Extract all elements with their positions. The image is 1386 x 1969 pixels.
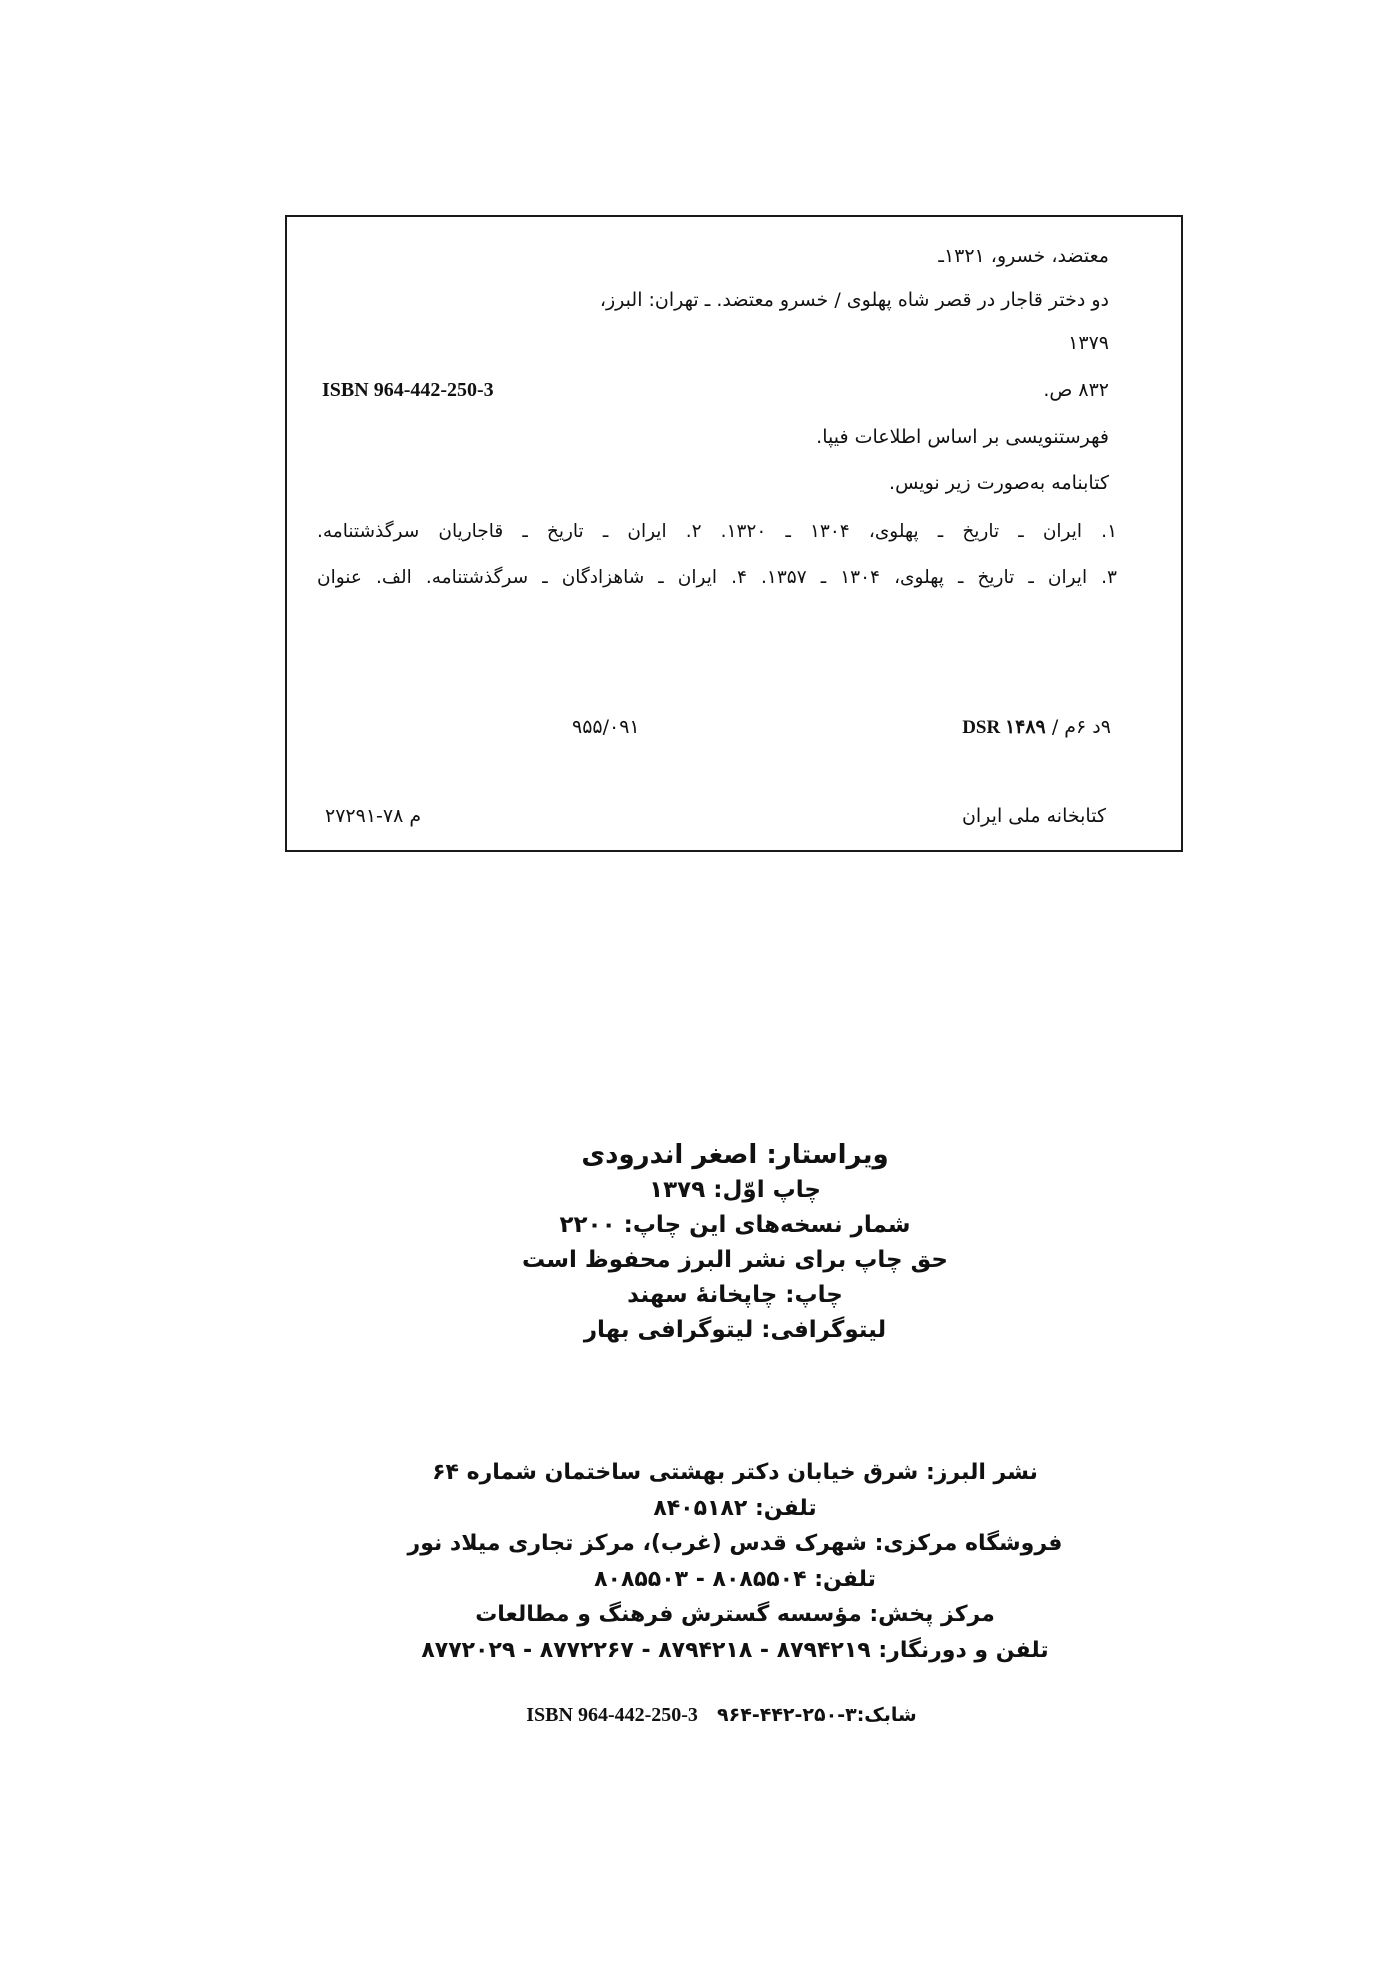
cip-library-number: م ۷۸-۲۷۲۹۱ [325, 805, 422, 827]
credits-block [0, 1138, 1386, 1348]
publisher-tel-fax: تلفن و دورنگار: ۸۷۹۴۲۱۹ - ۸۷۹۴۲۱۸ - ۸۷۷۲۲۶۷ - ۸۷۷۲۰۲۹ [421, 1637, 1049, 1663]
publisher-distribution: مرکز پخش: مؤسسه گسترش فرهنگ و مطالعات [475, 1602, 995, 1627]
shabak-number: شابک:۳-۲۵۰-۴۴۲-۹۶۴ [717, 1704, 917, 1726]
cip-title-line: دو دختر قاجار در قصر شاه پهلوی / خسرو معتضد. ـ تهران: البرز، [599, 289, 1109, 311]
isbn-line [0, 1704, 1386, 1727]
cip-catalog-box [285, 215, 1183, 852]
cip-subjects-line-1: ۱. ایران ـ تاریخ ـ پهلوی، ۱۳۰۴ ـ ۱۳۲۰. ۲. ایران ـ تاریخ ـ قاجاریان سرگذشتنامه. [317, 521, 1117, 542]
isbn-number: ISBN 964-442-250-3 [526, 1704, 698, 1726]
cip-classification-dewey: ۹۵۵/۰۹۱ [572, 716, 640, 738]
cip-note-fipa: فهرستنویسی بر اساس اطلاعات فیپا. [816, 426, 1109, 448]
cip-subjects-line-2: ۳. ایران ـ تاریخ ـ پهلوی، ۱۳۰۴ ـ ۱۳۵۷. ۴. ایران ـ شاهزادگان ـ سرگذشتنامه. الف. عنوان [317, 567, 1117, 588]
cip-author-line: معتضد، خسرو، ۱۳۲۱ـ [938, 245, 1109, 267]
credits-copyright: حق چاپ برای نشر البرز محفوظ است [522, 1247, 948, 1273]
cip-note-bibliography: کتابنامه به‌صورت زیر نویس. [889, 472, 1109, 494]
publisher-address: نشر البرز: شرق خیابان دکتر بهشتی ساختمان شماره ۶۴ [432, 1460, 1038, 1485]
publisher-info-block [0, 1455, 1386, 1668]
cip-pages-line: ۸۳۲ ص. [1043, 379, 1109, 401]
cip-isbn: ISBN 964-442-250-3 [322, 379, 494, 401]
credits-lithography: لیتوگرافی: لیتوگرافی بهار [583, 1317, 887, 1343]
cip-classification-lc-fa: ۹د ۶م / [1051, 716, 1111, 738]
cip-classification-lc [962, 714, 1111, 741]
credits-print-run: شمار نسخه‌های این چاپ: ۲۲۰۰ [559, 1212, 911, 1238]
publisher-store-phone: تلفن: ۸۰۸۵۵۰۴ - ۸۰۸۵۵۰۳ [594, 1566, 876, 1592]
cip-year-line: ۱۳۷۹ [1068, 332, 1109, 354]
publisher-store: فروشگاه مرکزی: شهرک قدس (غرب)، مرکز تجاری میلاد نور [407, 1531, 1063, 1556]
cip-classification-lc-num: DSR ۱۴۸۹ [962, 717, 1046, 738]
cip-library-name: کتابخانه ملی ایران [961, 805, 1106, 827]
credits-editor: ویراستار: اصغر اندرودی [581, 1140, 889, 1170]
credits-printer: چاپ: چاپخانهٔ سهند [627, 1282, 843, 1308]
publisher-phone: تلفن: ۸۴۰۵۱۸۲ [653, 1495, 817, 1521]
credits-first-edition: چاپ اوّل: ۱۳۷۹ [649, 1177, 821, 1203]
